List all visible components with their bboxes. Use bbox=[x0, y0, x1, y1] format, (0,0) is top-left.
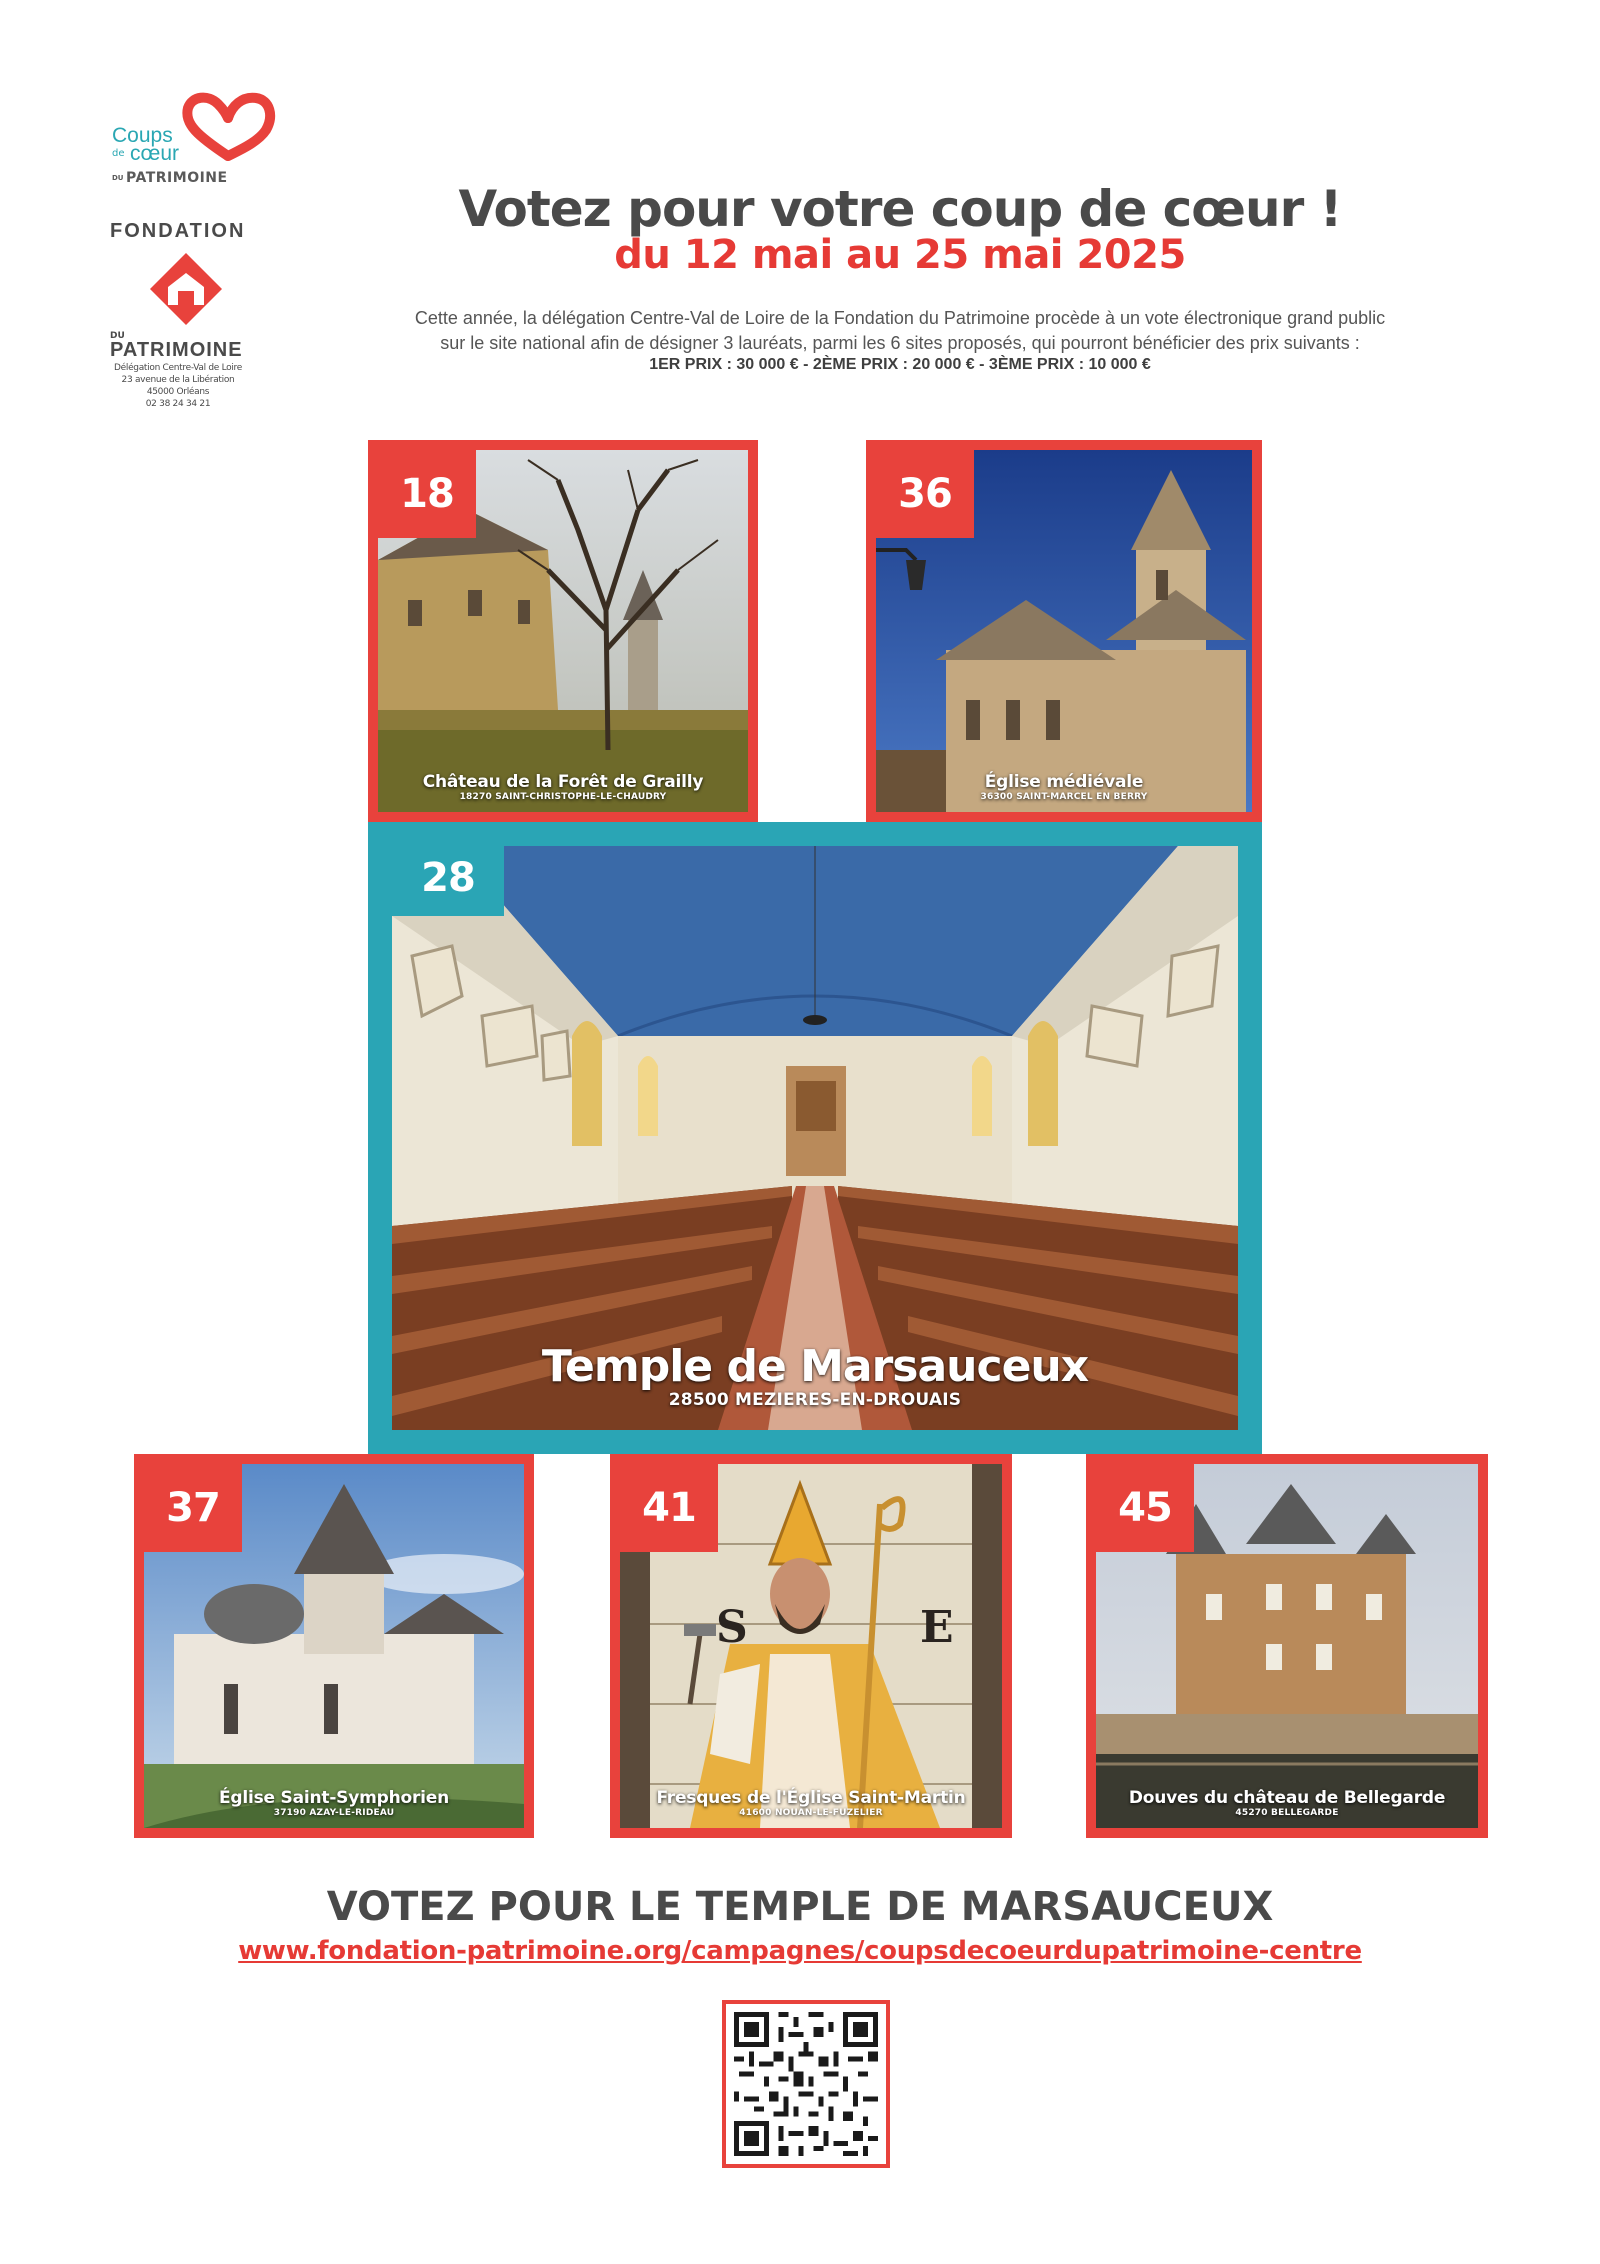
site-caption bbox=[144, 1788, 524, 1818]
site-name: Église médiévale bbox=[984, 772, 1144, 792]
fresco-letter-s: S bbox=[716, 1602, 748, 1653]
coups-word: Coups bbox=[112, 124, 173, 147]
patrimoine-word: PATRIMOINE bbox=[110, 339, 243, 361]
site-caption bbox=[378, 772, 748, 802]
fondation-logo bbox=[110, 220, 260, 410]
site-place: 28500 MEZIERES-EN-DROUAIS bbox=[668, 1390, 962, 1410]
site-number-badge: 45 bbox=[1096, 1464, 1194, 1552]
site-card-18[interactable] bbox=[368, 440, 758, 822]
campaign-link[interactable]: www.fondation-patrimoine.org/campagnes/coupsdecoeurdupatrimoine-centre bbox=[238, 1936, 1362, 1966]
site-place: 36300 SAINT-MARCEL EN BERRY bbox=[980, 792, 1148, 802]
fresco-letter-e: E bbox=[920, 1602, 954, 1653]
site-card-41[interactable] bbox=[610, 1454, 1012, 1838]
site-number-badge: 37 bbox=[144, 1464, 242, 1552]
site-place: 18270 SAINT-CHRISTOPHE-LE-CHAUDRY bbox=[459, 792, 667, 802]
qr-code[interactable] bbox=[722, 2000, 890, 2168]
site-place: 45270 BELLEGARDE bbox=[1235, 1808, 1339, 1818]
page-title: Votez pour votre coup de cœur ! bbox=[458, 180, 1342, 238]
address-line: 02 38 24 34 21 bbox=[145, 399, 211, 409]
site-number-badge: 36 bbox=[876, 450, 974, 538]
coeur-word: cœur bbox=[130, 142, 179, 165]
site-name: Temple de Marsauceux bbox=[541, 1341, 1089, 1392]
intro-text bbox=[360, 306, 1440, 356]
heart-logo-icon bbox=[178, 92, 278, 162]
site-name: Église Saint-Symphorien bbox=[218, 1788, 450, 1808]
site-number-badge: 18 bbox=[378, 450, 476, 538]
site-place: 41600 NOUAN-LE-FUZELIER bbox=[739, 1808, 883, 1818]
address-block bbox=[108, 362, 248, 410]
site-caption bbox=[620, 1788, 1002, 1818]
prizes-line: 1ER PRIX : 30 000 € - 2ÈME PRIX : 20 000 € - 3ÈME PRIX : 10 000 € bbox=[649, 356, 1151, 373]
site-number-badge: 28 bbox=[392, 846, 504, 916]
site-card-45[interactable] bbox=[1086, 1454, 1488, 1838]
site-name: Fresques de l'Église Saint-Martin bbox=[656, 1788, 966, 1808]
site-caption bbox=[1096, 1788, 1478, 1818]
du-word: DU bbox=[112, 174, 124, 182]
house-diamond-icon bbox=[148, 251, 224, 327]
fondation-word: FONDATION bbox=[110, 220, 246, 242]
address-line: Délégation Centre-Val de Loire bbox=[114, 363, 242, 373]
call-to-action: VOTEZ POUR LE TEMPLE DE MARSAUCEUX bbox=[326, 1884, 1274, 1930]
site-name: Château de la Forêt de Grailly bbox=[422, 772, 704, 792]
site-card-28[interactable] bbox=[368, 822, 1262, 1454]
intro-line: sur le site national afin de désigner 3 lauréats, parmi les 6 sites proposés, qui pourront bénéficier des prix suivants : bbox=[440, 333, 1360, 353]
site-card-36[interactable] bbox=[866, 440, 1262, 822]
site-caption bbox=[876, 772, 1252, 802]
du-word: DU bbox=[110, 331, 125, 341]
address-line: 23 avenue de la Libération bbox=[121, 375, 235, 385]
vote-dates: du 12 mai au 25 mai 2025 bbox=[614, 232, 1186, 278]
qr-code-icon bbox=[734, 2012, 878, 2156]
address-line: 45000 Orléans bbox=[146, 387, 210, 397]
site-name: Douves du château de Bellegarde bbox=[1128, 1788, 1446, 1808]
site-place: 37190 AZAY-LE-RIDEAU bbox=[273, 1808, 395, 1818]
intro-line: Cette année, la délégation Centre-Val de Loire de la Fondation du Patrimoine procède à un vote électronique grand public bbox=[414, 308, 1386, 328]
site-card-37[interactable] bbox=[134, 1454, 534, 1838]
site-caption bbox=[392, 1341, 1238, 1410]
coups-de-coeur-logo bbox=[108, 92, 278, 186]
site-number-badge: 41 bbox=[620, 1464, 718, 1552]
de-word: de bbox=[112, 148, 125, 159]
patrimoine-word: PATRIMOINE bbox=[126, 170, 228, 186]
